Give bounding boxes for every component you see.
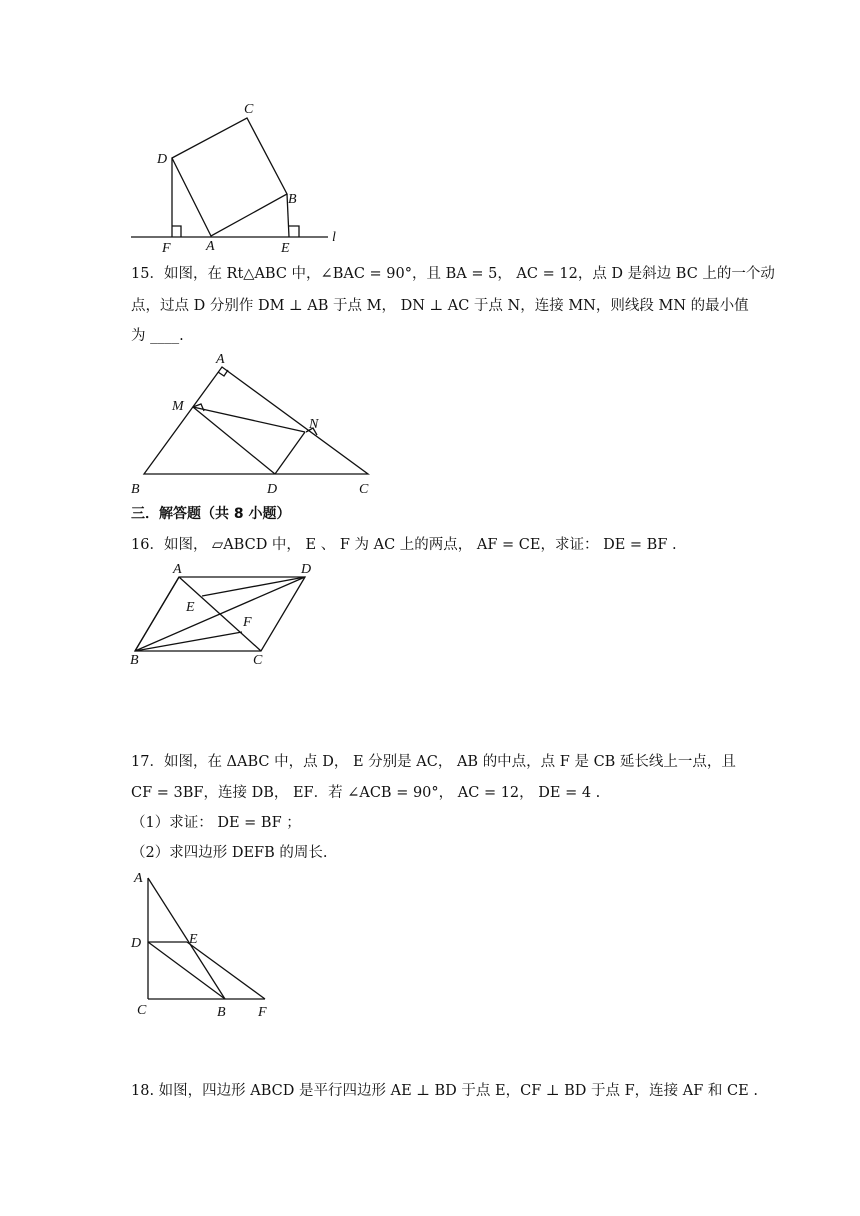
label-A: A (134, 871, 143, 886)
label-E: E (281, 241, 290, 255)
label-B: B (217, 1005, 226, 1020)
label-M: M (172, 399, 184, 414)
label-B: B (288, 192, 297, 207)
label-A: A (206, 239, 215, 254)
label-B: B (130, 653, 139, 668)
label-N: N (309, 417, 319, 432)
q15-line1: 15．如图，在 Rt△ABC 中，∠BAC = 90°，且 BA = 5， AC = 12，点 D 是斜边 BC 上的一个动 (131, 266, 775, 282)
label-C: C (359, 482, 369, 497)
label-F: F (258, 1005, 267, 1020)
label-A: A (216, 352, 225, 367)
figure-q15 (125, 345, 385, 500)
label-C: C (253, 653, 263, 668)
figure-q16 (125, 558, 325, 670)
q17-part1: （1）求证： DE = BF ； (131, 815, 301, 831)
label-B: B (131, 482, 140, 497)
q17-line2: CF = 3BF，连接 DB， EF．若 ∠ACB = 90°， AC = 12， DE = 4 . (131, 785, 601, 801)
label-l: l (332, 230, 336, 245)
q18-text: 18. 如图，四边形 ABCD 是平行四边形 AE ⊥ BD 于点 E，CF ⊥ BD 于点 F，连接 AF 和 CE . (131, 1083, 758, 1099)
label-F: F (162, 241, 171, 255)
q16-text: 16．如图， ▱ABCD 中， E 、 F 为 AC 上的两点， AF = CE，求证： DE = BF . (131, 537, 677, 553)
label-E: E (186, 600, 195, 615)
label-D: D (267, 482, 278, 497)
label-C: C (244, 102, 254, 117)
label-D: D (301, 562, 312, 577)
figure-q14 (120, 95, 360, 255)
label-E: E (189, 932, 198, 947)
figure-q17 (125, 866, 285, 1026)
label-D: D (157, 152, 168, 167)
label-F: F (243, 615, 252, 630)
label-A: A (173, 562, 182, 577)
q17-part2: （2）求四边形 DEFB 的周长. (131, 845, 328, 861)
q15-line2: 点，过点 D 分别作 DM ⊥ AB 于点 M， DN ⊥ AC 于点 N，连接 MN，则线段 MN 的最小值 (131, 298, 749, 314)
section-3-heading: 三．解答题（共 8 小题） (131, 506, 291, 522)
label-D: D (131, 936, 142, 951)
label-C: C (137, 1003, 147, 1018)
q17-line1: 17．如图，在 ΔABC 中，点 D， E 分别是 AC， AB 的中点，点 F 是 CB 延长线上一点，且 (131, 754, 736, 770)
q15-line3: 为 ____. (131, 328, 184, 344)
